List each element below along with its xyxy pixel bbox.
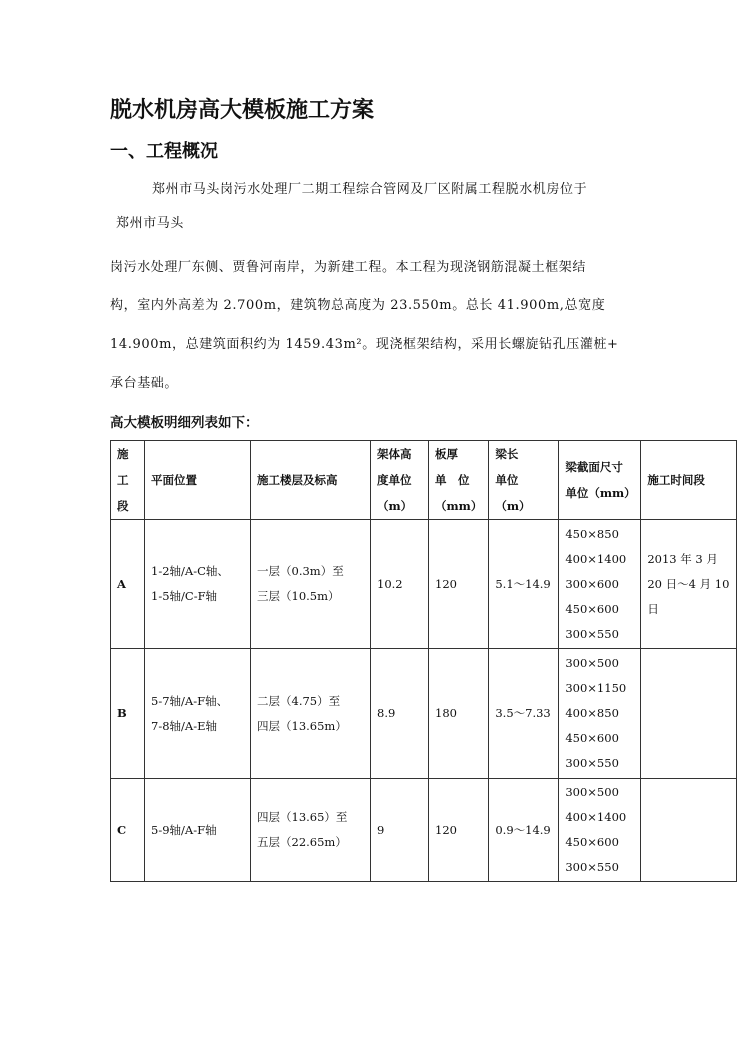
section-cell: A xyxy=(111,520,145,649)
section-cell: B xyxy=(111,649,145,779)
beams-line: 450×600 xyxy=(565,601,619,616)
thickness-cell: 180 xyxy=(429,649,489,779)
time-line: 2013 年 3 月 xyxy=(647,551,718,566)
length-cell: 5.1～14.9 xyxy=(489,520,559,649)
header-text: （m） xyxy=(377,499,413,513)
header-text: 单 位 xyxy=(435,473,470,487)
table-row xyxy=(111,779,737,882)
beams-line: 300×600 xyxy=(565,576,619,591)
beams-cell xyxy=(559,649,641,779)
table-row xyxy=(111,649,737,779)
beams-cell xyxy=(559,779,641,882)
header-text: 施工时间段 xyxy=(647,473,705,487)
header-text: （mm） xyxy=(435,499,483,513)
table-caption: 高大模板明细列表如下： xyxy=(110,415,259,431)
time-line: 20 日～4 月 10 xyxy=(647,576,730,591)
position-cell xyxy=(145,520,251,649)
header-cell xyxy=(641,441,737,520)
formwork-table xyxy=(110,440,737,882)
height-cell: 10.2 xyxy=(371,520,429,649)
beams-line: 300×550 xyxy=(565,756,619,770)
paragraph-line: 岗污水处理厂东侧、贾鲁河南岸，为新建工程。本工程为现浇钢筋混凝土框架结 xyxy=(110,260,587,275)
paragraph-line: 14.900m，总建筑面积约为 1459.43m²。现浇框架结构，采用长螺旋钻孔压灌桩+ xyxy=(110,337,619,352)
header-cell xyxy=(429,441,489,520)
header-text: （m） xyxy=(495,499,531,513)
time-cell xyxy=(641,649,737,779)
position-line: 1-2轴/A-C轴、 xyxy=(151,564,229,578)
beams-line: 300×550 xyxy=(565,626,619,641)
time-cell xyxy=(641,520,737,649)
floors-cell xyxy=(251,520,371,649)
floors-cell xyxy=(251,649,371,779)
floors-line: 四层（13.65）至 xyxy=(257,810,348,824)
beams-line: 400×1400 xyxy=(565,810,627,824)
position-line: 7-8轴/A-E轴 xyxy=(151,718,217,733)
beams-line: 400×1400 xyxy=(565,551,627,566)
header-text: 单位（mm） xyxy=(565,486,636,500)
document-title: 脱水机房高大模板施工方案 xyxy=(110,97,375,123)
floors-line: 一层（0.3m）至 xyxy=(257,564,344,578)
height-cell: 9 xyxy=(371,779,429,882)
beams-line: 450×600 xyxy=(565,731,619,745)
length-cell: 3.5～7.33 xyxy=(489,649,559,779)
header-cell xyxy=(145,441,251,520)
length-cell: 0.9～14.9 xyxy=(489,779,559,882)
header-cell xyxy=(489,441,559,520)
table-header-row xyxy=(111,441,737,520)
header-text: 单位 xyxy=(495,473,519,487)
time-cell xyxy=(641,779,737,882)
position-line: 5-9轴/A-F轴 xyxy=(151,822,217,837)
header-text: 梁长 xyxy=(495,447,519,461)
beams-line: 300×550 xyxy=(565,860,619,874)
beams-cell xyxy=(559,520,641,649)
header-text: 度单位 xyxy=(377,473,412,487)
floors-cell xyxy=(251,779,371,882)
header-text: 平面位置 xyxy=(151,473,197,487)
beams-line: 400×850 xyxy=(565,706,619,720)
thickness-cell: 120 xyxy=(429,520,489,649)
position-line: 1-5轴/C-F轴 xyxy=(151,589,218,603)
position-cell xyxy=(145,779,251,882)
section-cell: C xyxy=(111,779,145,882)
header-cell xyxy=(251,441,371,520)
floors-line: 三层（10.5m） xyxy=(257,589,340,603)
floors-line: 四层（13.65m） xyxy=(257,718,347,733)
header-text: 梁截面尺寸 xyxy=(565,460,623,474)
header-cell xyxy=(111,441,145,520)
paragraph-line: 构，室内外高差为 2.700m，建筑物总高度为 23.550m。总长 41.900m,总宽度 xyxy=(110,298,606,313)
beams-line: 300×500 xyxy=(565,785,619,799)
header-text: 工 xyxy=(117,473,129,487)
floors-line: 五层（22.65m） xyxy=(257,835,347,849)
section-heading: 一、工程概况 xyxy=(110,141,218,162)
height-cell: 8.9 xyxy=(371,649,429,779)
header-text: 施工楼层及标高 xyxy=(257,473,338,487)
floors-line: 二层（4.75）至 xyxy=(257,693,341,708)
thickness-cell: 120 xyxy=(429,779,489,882)
time-line: 日 xyxy=(647,601,659,616)
table-row xyxy=(111,520,737,649)
header-text: 架体高 xyxy=(377,447,412,461)
header-text: 段 xyxy=(117,499,129,513)
beams-line: 450×600 xyxy=(565,835,619,849)
beams-line: 450×850 xyxy=(565,526,619,541)
beams-line: 300×1150 xyxy=(565,681,627,695)
paragraph-line: 承台基础。 xyxy=(110,376,179,391)
position-line: 5-7轴/A-F轴、 xyxy=(151,693,229,708)
paragraph-line: 郑州市马头岗污水处理厂二期工程综合管网及厂区附属工程脱水机房位于 xyxy=(152,182,588,197)
header-cell xyxy=(371,441,429,520)
position-cell xyxy=(145,649,251,779)
header-text: 施 xyxy=(117,447,129,461)
header-text: 板厚 xyxy=(435,447,458,461)
header-cell xyxy=(559,441,641,520)
paragraph-line: 郑州市马头 xyxy=(116,216,185,231)
beams-line: 300×500 xyxy=(565,656,619,670)
